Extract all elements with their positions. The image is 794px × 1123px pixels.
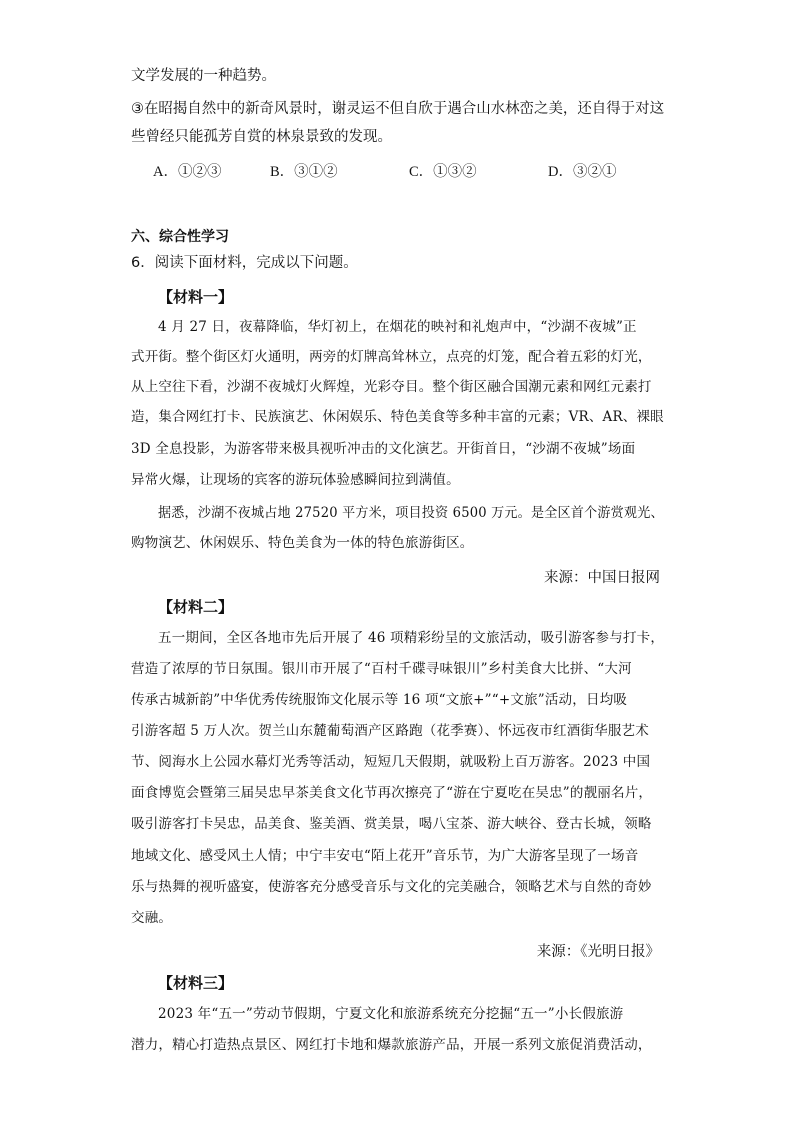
material-3-line: 2023 年“五一”劳动节假期，宁夏文化和旅游系统充分挖掘“五一”小长假旅游 bbox=[158, 1006, 624, 1022]
material-2-line: 乐与热舞的视听盛宴，使游客充分感受音乐与文化的完美融合，领略艺术与自然的奇妙 bbox=[131, 879, 652, 895]
choice-c: C．①③② bbox=[409, 164, 477, 180]
material-2-line: 地域文化、感受风土人情；中宁丰安屯“陌上花开”音乐节，为广大游客呈现了一场音 bbox=[131, 848, 639, 864]
material-2-line: 五一期间，全区各地市先后开展了 46 项精彩纷呈的文旅活动，吸引游客参与打卡， bbox=[158, 630, 665, 646]
material-1-line: 据悉，沙湖不夜城占地 27520 平方米，项目投资 6500 万元。是全区首个游赏观光、 bbox=[158, 505, 664, 521]
material-2-line: 传承古城新韵”中华优秀传统服饰文化展示等 16 项“文旅+”“+文旅”活动，日均吸 bbox=[131, 692, 628, 708]
material-2-source: 来源：《光明日报》 bbox=[536, 944, 660, 960]
material-2-title: 【材料二】 bbox=[158, 598, 234, 616]
choice-d: D．③②① bbox=[548, 164, 617, 180]
material-2-line: 面食博览会暨第三届吴忠早茶美食文化节再次擦亮了“游在宁夏吃在吴忠”的靓丽名片， bbox=[131, 785, 653, 801]
choice-a: A．①②③ bbox=[153, 164, 222, 180]
material-1-line: 4 月 27 日，夜幕降临，华灯初上，在烟花的映衬和礼炮声中，“沙湖不夜城”正 bbox=[158, 319, 637, 335]
material-2-line: 引游客超 5 万人次。贺兰山东麓葡萄酒产区路跑（花季赛）、怀远夜市红酒街华服艺术 bbox=[131, 723, 649, 739]
material-1-line: 式开街。整个街区灯火通明，两旁的灯牌高耸林立，点亮的灯笼，配合着五彩的灯光， bbox=[131, 349, 652, 365]
material-1-line: 购物演艺、休闲娱乐、特色美食为一体的特色旅游街区。 bbox=[131, 535, 474, 551]
intro-line: 文学发展的一种趋势。 bbox=[131, 68, 276, 84]
item-3-line-2: 些曾经只能孤芳自赏的林泉景致的发现。 bbox=[131, 129, 392, 145]
item-3-line-1: ③在昭揭自然中的新奇风景时，谢灵运不但自欣于遇合山水林峦之美，还自得于对这 bbox=[131, 101, 665, 117]
material-1-line: 异常火爆，让现场的宾客的游玩体验感瞬间拉到满值。 bbox=[131, 472, 460, 488]
material-1-source: 来源：中国日报网 bbox=[544, 570, 660, 586]
material-2-line: 营造了浓厚的节日氛围。银川市开展了“百村千碟寻味银川”乡村美食大比拼、“大河 bbox=[131, 661, 632, 677]
material-1-line: 从上空往下看，沙湖不夜城灯火辉煌，光彩夺目。整个街区融合国潮元素和网红元素打 bbox=[131, 379, 652, 395]
material-2-line: 节、阅海水上公园水幕灯光秀等活动，短短几天假期，就吸粉上百万游客。2023 中国 bbox=[131, 754, 651, 770]
material-1-title: 【材料一】 bbox=[158, 288, 234, 306]
material-1-line: 3D 全息投影，为游客带来极具视听冲击的文化演艺。开街首日，“沙湖不夜城”场面 bbox=[131, 441, 636, 457]
material-2-line: 交融。 bbox=[131, 910, 173, 926]
question-prompt: 6．阅读下面材料，完成以下问题。 bbox=[131, 255, 358, 271]
choice-b: B．③①② bbox=[270, 164, 338, 180]
material-3-title: 【材料三】 bbox=[158, 974, 234, 992]
material-2-line: 吸引游客打卡吴忠，品美食、鉴美酒、赏美景，喝八宝茶、游大峡谷、登古长城，领略 bbox=[131, 816, 652, 832]
material-3-line: 潜力，精心打造热点景区、网红打卡地和爆款旅游产品，开展一系列文旅促消费活动， bbox=[131, 1037, 652, 1053]
material-1-line: 造，集合网红打卡、民族演艺、休闲娱乐、特色美食等多种丰富的元素；VR、AR、裸眼 bbox=[131, 409, 664, 425]
section-title: 六、综合性学习 bbox=[131, 229, 229, 245]
